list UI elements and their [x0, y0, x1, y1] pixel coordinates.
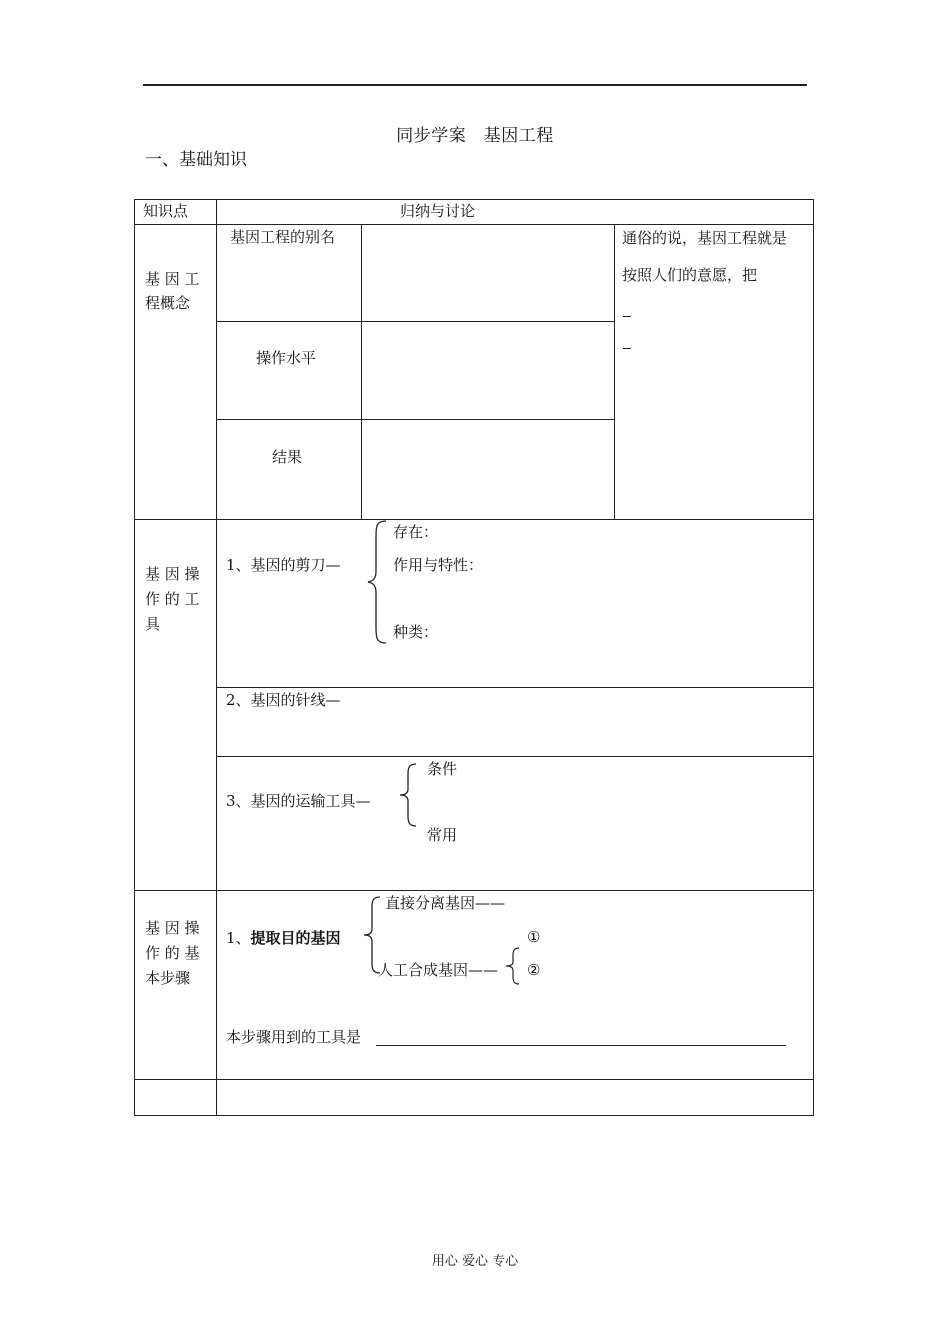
- extract-gene-label: [226, 931, 341, 946]
- synthesis-brace: [504, 946, 522, 986]
- empty-cell[interactable]: [217, 1080, 813, 1115]
- direct-isolation: 直接分离基因——: [385, 894, 506, 912]
- alias-label: 基因工程的别名: [230, 228, 336, 246]
- scissors-label: 1、基因的剪刀—: [226, 556, 341, 574]
- steps-label-line1: 基 因 操: [145, 919, 200, 937]
- extract-title: 提取目的基因: [250, 929, 341, 947]
- artificial-synthesis: 人工合成基因——: [378, 961, 499, 979]
- tools-used-blank[interactable]: [376, 1045, 786, 1046]
- fill-blank-dash[interactable]: [623, 316, 631, 317]
- level-label: 操作水平: [256, 349, 317, 367]
- level-answer-cell[interactable]: [362, 322, 614, 419]
- steps-label-line3: 本步骤: [145, 969, 191, 987]
- scissors-types: 种类：: [393, 623, 439, 641]
- row-divider: [134, 890, 814, 891]
- fill-blank-dash[interactable]: [623, 348, 631, 349]
- page-footer: 用心 爱心 专心: [431, 1254, 519, 1269]
- header-knowledge-point: 知识点: [143, 202, 189, 220]
- scissors-function: 作用与特性：: [393, 556, 484, 574]
- empty-cell[interactable]: [135, 1080, 216, 1115]
- header-rule: [143, 84, 807, 86]
- row-divider: [216, 756, 814, 757]
- scissors-exist: 存在：: [393, 523, 439, 541]
- row-divider: [216, 687, 814, 688]
- header-summary: 归纳与讨论: [400, 202, 476, 220]
- needle-label: 2、基因的针线—: [226, 691, 341, 709]
- scissors-brace: [366, 519, 390, 645]
- vector-brace: [398, 762, 420, 828]
- table-border-top: [134, 199, 814, 200]
- tools-label-line2: 作 的 工: [145, 590, 200, 608]
- column-divider: [216, 199, 217, 1116]
- table-border-right: [813, 199, 814, 1116]
- concept-note-line2: 按照人们的意愿，把: [622, 266, 758, 284]
- section-heading: 一、基础知识: [145, 150, 247, 170]
- synthesis-method-1: ①: [527, 928, 541, 946]
- concept-label-line1: 基 因 工: [145, 270, 200, 288]
- column-divider: [614, 224, 615, 520]
- vector-common: 常用: [427, 826, 458, 844]
- steps-label-line2: 作 的 基: [145, 944, 200, 962]
- tools-label-line1: 基 因 操: [145, 565, 200, 583]
- alias-answer-cell[interactable]: [362, 225, 614, 321]
- tools-used-label: 本步骤用到的工具是: [226, 1028, 362, 1046]
- result-label: 结果: [272, 448, 303, 466]
- row-divider: [134, 519, 814, 520]
- concept-note-line1: 通俗的说，基因工程就是: [622, 229, 788, 247]
- result-answer-cell[interactable]: [362, 420, 614, 519]
- synthesis-method-2: ②: [527, 961, 541, 979]
- vector-condition: 条件: [427, 760, 458, 778]
- extract-prefix: 1、: [226, 929, 251, 947]
- concept-label-line2: 程概念: [145, 294, 191, 312]
- vector-label: 3、基因的运输工具—: [226, 792, 371, 810]
- page-title: 同步学案 基因工程: [396, 126, 554, 146]
- table-border-left: [134, 199, 135, 1116]
- table-border-bottom: [134, 1115, 814, 1116]
- tools-label-line3: 具: [145, 615, 161, 633]
